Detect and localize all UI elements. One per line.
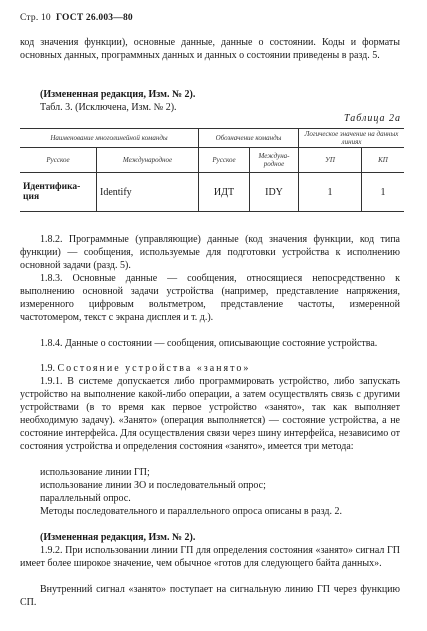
method-1: использование линии ГП;	[40, 467, 150, 478]
para-1-9-1: 1.9.1. В системе допускается либо программировать устройство, либо запускать устройство на выполнение какой-либо операции, а затем осуществлять связь с другими устройствами (в то время как первое устройство «занято», так как выполняет необходимую задачу). «Занято» (операция выполняется) — состояние устройства, а не состояние интерфейса. Для осуществления связи через шину интерфейса, независимо от состояния устройства и определения состояния «занято», имеется три метода:	[20, 376, 400, 452]
method-2: использование линии ЗО и последовательный опрос;	[40, 480, 266, 491]
table-caption: Таблица 2а	[344, 113, 401, 124]
page-header	[20, 13, 133, 23]
section-title: Состояние устройства «занято»	[57, 363, 251, 374]
cell-kp: 1	[362, 173, 405, 212]
revision-note-1: (Измененная редакция, Изм. № 2).	[40, 89, 196, 100]
th-val-kp: КП	[362, 148, 405, 173]
cell-sym-ru: ИДТ	[199, 173, 250, 212]
standard-code: ГОСТ 26.003—80	[56, 13, 133, 23]
th-sym-int: Междуна-родное	[250, 148, 299, 173]
para-1-8-3: 1.8.3. Основные данные — сообщения, относящиеся непосредственно к выполнению основной задачи устройства (например, представление напряжения, измеренного цифровым вольтметром, представление частоты, измеренной частотомером, текст с экрана дисплея и т. д.).	[20, 273, 400, 323]
section-heading-1-9	[20, 362, 400, 375]
cell-name-int: Identify	[97, 173, 199, 212]
intro-paragraph: код значения функции), основные данные, данные о состоянии. Коды и форматы основных данных, программных данных и данных о состоянии приведены в разд. 5.	[20, 37, 400, 61]
th-sym-ru: Русское	[199, 148, 250, 173]
th-name-group: Наименование многолинейной команды	[20, 129, 199, 148]
revision-note-2: (Измененная редакция, Изм. № 2).	[40, 532, 196, 543]
table-row	[20, 173, 404, 212]
para-1-9-2: 1.9.2. При использовании линии ГП для определения состояния «занято» сигнал ГП имеет более широкое значение, чем обычное «готов для следующего байта данных».	[20, 545, 400, 569]
para-internal-signal: Внутренний сигнал «занято» поступает на сигнальную линию ГП через функцию СП.	[20, 584, 400, 608]
para-1-8-2: 1.8.2. Программные (управляющие) данные (код значения функции, код типа функции) — сообщения, используемые для подготовки устройства к исполнению основной задачи (разд. 5).	[20, 234, 400, 271]
method-3: параллельный опрос.	[40, 493, 131, 504]
th-val-up: УП	[299, 148, 362, 173]
th-symbol-group: Обозначение команды	[199, 129, 299, 148]
para-methods: Методы последовательного и параллельного опроса описаны в разд. 2.	[40, 506, 342, 517]
cell-sym-int: IDY	[250, 173, 299, 212]
section-number: 1.9.	[40, 363, 55, 374]
table3-note: Табл. 3. (Исключена, Изм. № 2).	[40, 102, 177, 113]
cell-name-ru: Идентифика-ция	[20, 173, 97, 212]
th-value-group: Логическое значение на данных линиях	[299, 129, 405, 148]
page-number: Стр. 10	[20, 13, 51, 23]
th-name-int: Международное	[97, 148, 199, 173]
cell-up: 1	[299, 173, 362, 212]
para-1-8-4: 1.8.4. Данные о состоянии — сообщения, описывающие состояние устройства.	[40, 338, 378, 349]
th-name-ru: Русское	[20, 148, 97, 173]
commands-table	[20, 128, 404, 212]
